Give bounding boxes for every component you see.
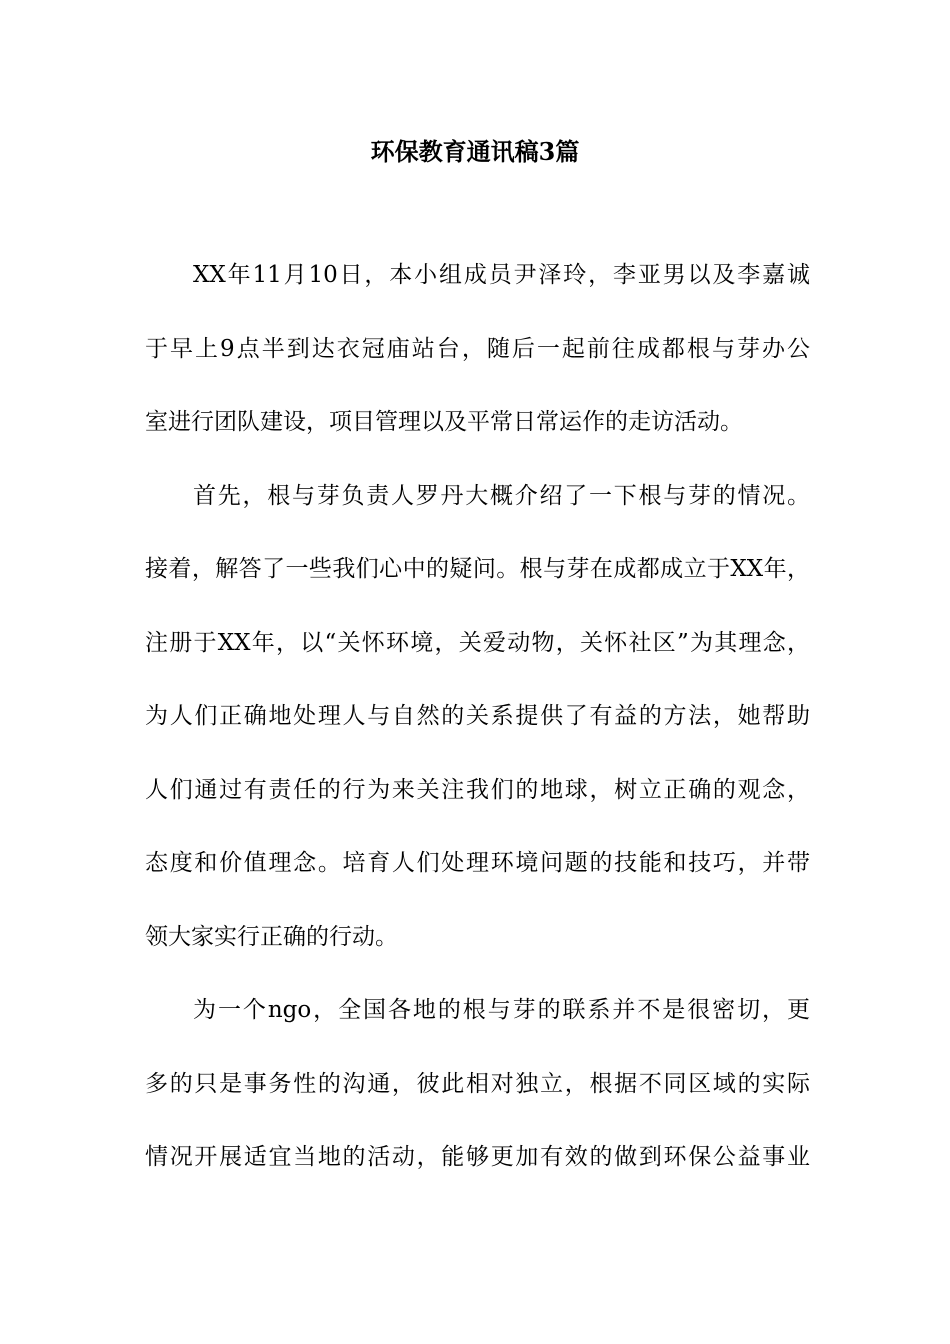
paragraph-line: XX年11月10日，本小组成员尹泽玲，李亚男以及李嘉诚 (193, 262, 810, 288)
paragraph-line: 情况开展适宜当地的活动，能够更加有效的做到环保公益事业 (145, 1144, 810, 1170)
paragraph-line: 为人们正确地处理人与自然的关系提供了有益的方法，她帮助 (145, 703, 810, 729)
paragraph-line: 注册于XX年，以“关怀环境，关爱动物，关怀社区”为其理念， (145, 629, 810, 656)
paragraph-line: 态度和价值理念。培育人们处理环境问题的技能和技巧，并带 (145, 850, 810, 876)
paragraph-line: 为一个ngo，全国各地的根与芽的联系并不是很密切，更 (193, 997, 810, 1023)
paragraph-line: 室进行团队建设，项目管理以及平常日常运作的走访活动。 (145, 409, 743, 435)
document-title: 环保教育通讯稿3篇 (370, 137, 580, 166)
paragraph-line: 多的只是事务性的沟通，彼此相对独立，根据不同区域的实际 (145, 1070, 810, 1097)
paragraph-line: 领大家实行正确的行动。 (145, 923, 398, 950)
paragraph-line: 于早上9点半到达衣冠庙站台，随后一起前往成都根与芽办公 (145, 335, 810, 362)
paragraph-line: 首先，根与芽负责人罗丹大概介绍了一下根与芽的情况。 (193, 482, 810, 509)
paragraph-line: 接着，解答了一些我们心中的疑问。根与芽在成都成立于XX年， (145, 556, 810, 582)
document-body (145, 254, 810, 1210)
paragraph-line: 人们通过有责任的行为来关注我们的地球，树立正确的观念， (145, 776, 810, 803)
